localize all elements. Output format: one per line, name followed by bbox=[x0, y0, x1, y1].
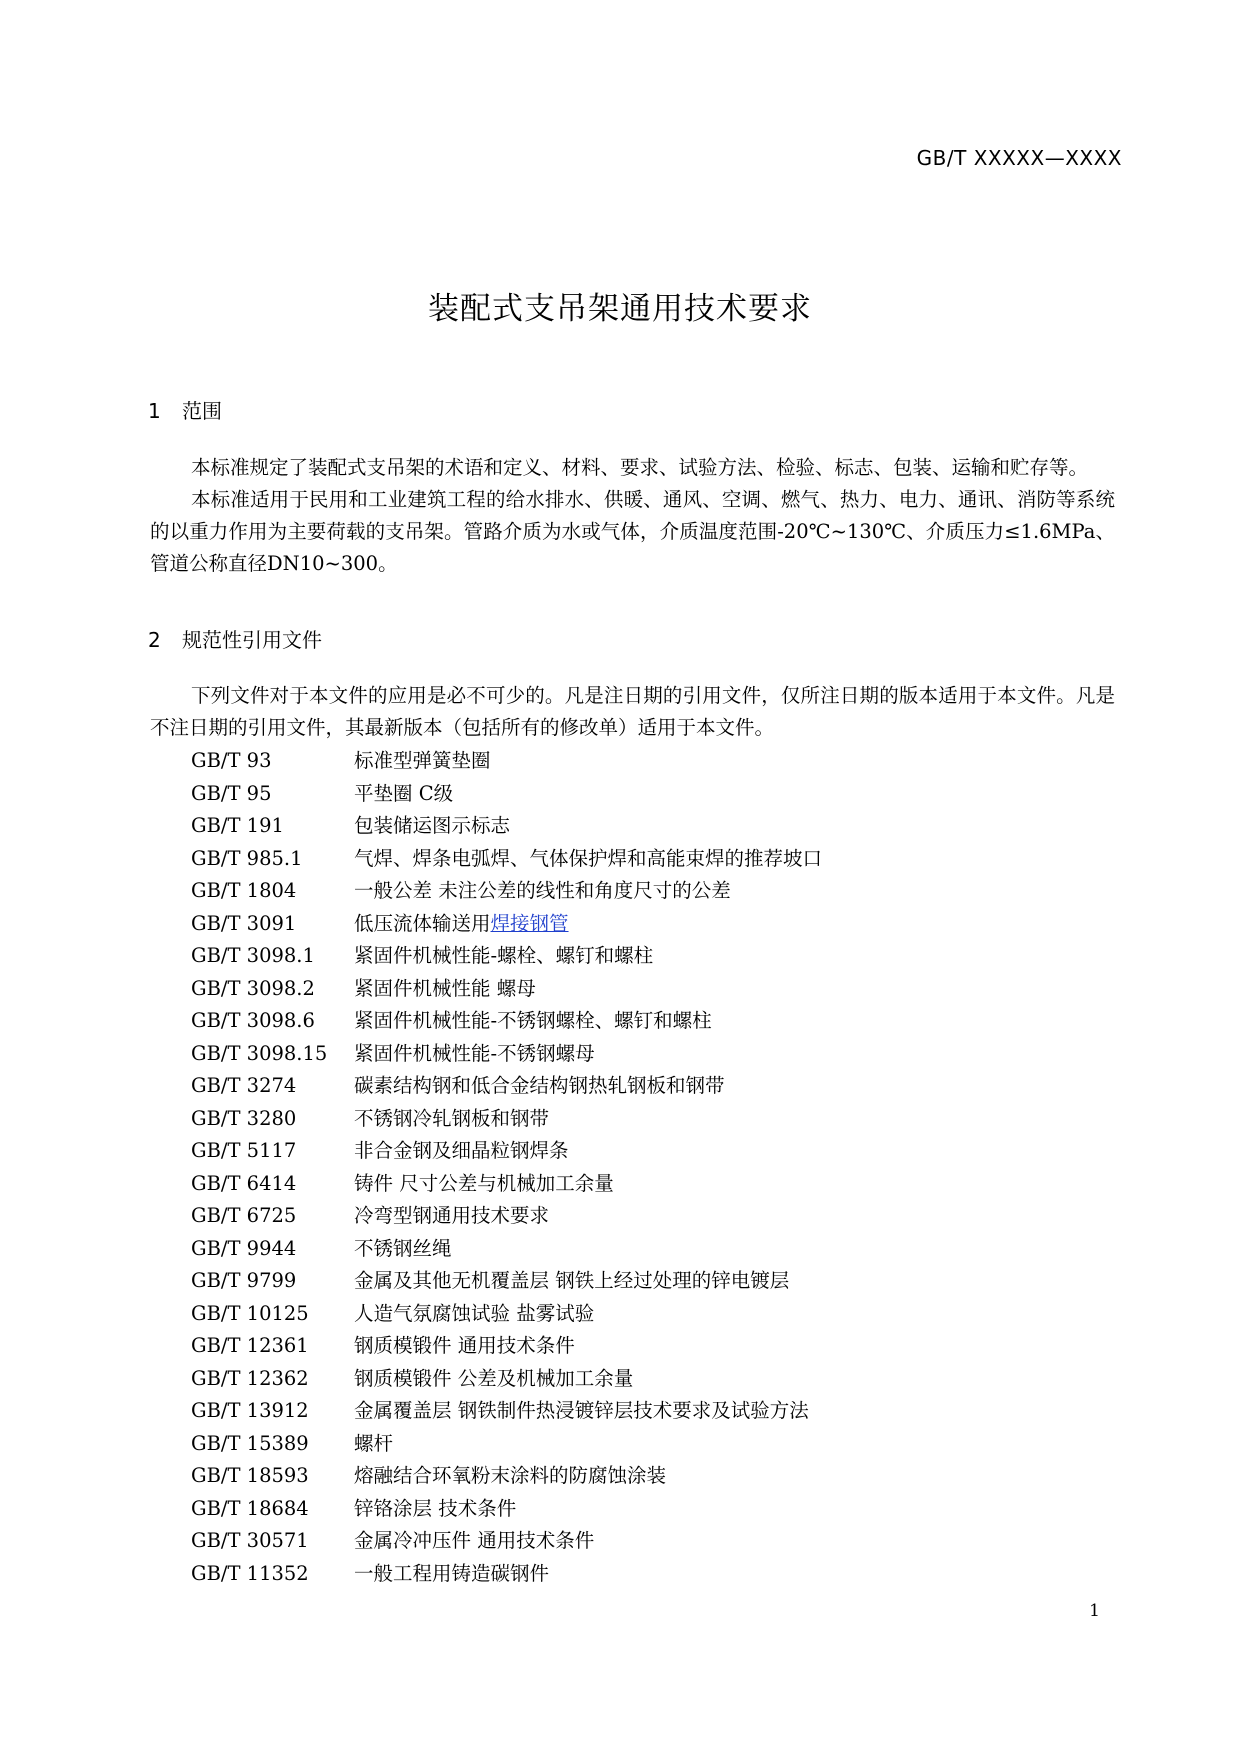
page-number: 1 bbox=[1089, 1601, 1100, 1621]
reference-name: 锌铬涂层 技术条件 bbox=[354, 1496, 517, 1520]
reference-row bbox=[191, 1168, 1091, 1201]
reference-row bbox=[191, 973, 1091, 1006]
reference-row bbox=[191, 1200, 1091, 1233]
reference-row bbox=[191, 1103, 1091, 1136]
reference-row bbox=[191, 778, 1091, 811]
reference-name: 人造气氛腐蚀试验 盐雾试验 bbox=[354, 1301, 595, 1325]
reference-name: 非合金钢及细晶粒钢焊条 bbox=[354, 1139, 569, 1162]
reference-row bbox=[191, 1265, 1091, 1298]
reference-name: 紧固件机械性能-不锈钢螺母 bbox=[354, 1041, 595, 1065]
reference-hyperlink[interactable]: 焊接钢管 bbox=[490, 911, 569, 935]
reference-row bbox=[191, 940, 1091, 973]
reference-code: GB/T 13912 bbox=[191, 1399, 309, 1422]
reference-name: 不锈钢冷轧钢板和钢带 bbox=[354, 1106, 550, 1130]
reference-name-text: 低压流体输送用 bbox=[354, 911, 491, 935]
section-title: 范围 bbox=[182, 399, 222, 423]
reference-row bbox=[191, 1135, 1091, 1168]
scope-paragraph: 本标准适用于民用和工业建筑工程的给水排水、供暖、通风、空调、燃气、热力、电力、通讯、消防等系统的以重力作用为主要荷载的支吊架。管路介质为水或气体，介质温度范围-20℃~130℃、介质压力≤1.6MPa、管道公称直径DN10~300。 bbox=[150, 488, 1115, 575]
reference-name: 金属及其他无机覆盖层 钢铁上经过处理的锌电镀层 bbox=[354, 1269, 790, 1292]
reference-name: 一般公差 未注公差的线性和角度尺寸的公差 bbox=[354, 879, 731, 902]
reference-name: 平垫圈 C级 bbox=[354, 781, 454, 805]
section-number: 2 bbox=[148, 628, 161, 652]
reference-list bbox=[191, 745, 1091, 1590]
reference-code: GB/T 12361 bbox=[191, 1334, 309, 1357]
reference-row bbox=[191, 1460, 1091, 1493]
section-heading-scope bbox=[148, 395, 222, 424]
reference-code: GB/T 3098.2 bbox=[191, 976, 315, 1000]
reference-row bbox=[191, 1070, 1091, 1103]
reference-name: 熔融结合环氧粉末涂料的防腐蚀涂装 bbox=[354, 1464, 667, 1487]
normative-intro bbox=[150, 680, 1115, 744]
reference-name: 铸件 尺寸公差与机械加工余量 bbox=[354, 1171, 614, 1195]
reference-row bbox=[191, 1363, 1091, 1396]
reference-row bbox=[191, 875, 1091, 908]
document-title: 装配式支吊架通用技术要求 bbox=[428, 291, 812, 327]
reference-code: GB/T 9944 bbox=[191, 1236, 297, 1260]
reference-code: GB/T 9799 bbox=[191, 1269, 297, 1292]
reference-code: GB/T 10125 bbox=[191, 1301, 309, 1325]
reference-name: 金属冷冲压件 通用技术条件 bbox=[354, 1529, 595, 1552]
reference-name: 钢质模锻件 公差及机械加工余量 bbox=[354, 1366, 634, 1390]
reference-code: GB/T 3280 bbox=[191, 1106, 297, 1130]
reference-row bbox=[191, 1558, 1091, 1591]
reference-name: 不锈钢丝绳 bbox=[354, 1236, 452, 1260]
reference-code: GB/T 18684 bbox=[191, 1496, 309, 1520]
scope-body bbox=[150, 452, 1115, 580]
reference-row bbox=[191, 745, 1091, 778]
reference-code: GB/T 5117 bbox=[191, 1139, 297, 1162]
reference-name: 钢质模锻件 通用技术条件 bbox=[354, 1334, 575, 1357]
reference-code: GB/T 191 bbox=[191, 814, 284, 837]
reference-code: GB/T 15389 bbox=[191, 1431, 309, 1455]
reference-name: 螺杆 bbox=[354, 1431, 394, 1455]
reference-row bbox=[191, 843, 1091, 876]
reference-row bbox=[191, 1395, 1091, 1428]
reference-code: GB/T 11352 bbox=[191, 1561, 309, 1585]
reference-name: 碳素结构钢和低合金结构钢热轧钢板和钢带 bbox=[354, 1074, 725, 1097]
reference-code: GB/T 1804 bbox=[191, 879, 297, 902]
reference-code: GB/T 6725 bbox=[191, 1204, 297, 1227]
reference-name: 金属覆盖层 钢铁制件热浸镀锌层技术要求及试验方法 bbox=[354, 1399, 809, 1422]
reference-row bbox=[191, 1493, 1091, 1526]
reference-name: 冷弯型钢通用技术要求 bbox=[354, 1204, 550, 1227]
reference-name: 气焊、焊条电弧焊、气体保护焊和高能束焊的推荐坡口 bbox=[354, 846, 823, 870]
section-heading-normative-references bbox=[148, 624, 322, 653]
reference-code: GB/T 985.1 bbox=[191, 846, 303, 870]
reference-name: 紧固件机械性能 螺母 bbox=[354, 976, 536, 1000]
reference-row bbox=[191, 1233, 1091, 1266]
reference-row bbox=[191, 1330, 1091, 1363]
reference-code: GB/T 93 bbox=[191, 749, 272, 772]
reference-code: GB/T 12362 bbox=[191, 1366, 309, 1390]
reference-code: GB/T 95 bbox=[191, 781, 272, 805]
reference-code: GB/T 3098.6 bbox=[191, 1009, 315, 1032]
reference-code: GB/T 18593 bbox=[191, 1464, 309, 1487]
section-number: 1 bbox=[148, 399, 161, 423]
reference-name: 紧固件机械性能-螺栓、螺钉和螺柱 bbox=[354, 944, 654, 967]
reference-code: GB/T 6414 bbox=[191, 1171, 297, 1195]
standard-code-header: GB/T XXXXX—XXXX bbox=[916, 146, 1122, 170]
reference-row bbox=[191, 1005, 1091, 1038]
scope-paragraph: 本标准规定了装配式支吊架的术语和定义、材料、要求、试验方法、检验、标志、包装、运输和贮存等。 bbox=[191, 456, 1089, 479]
reference-row bbox=[191, 1428, 1091, 1461]
normative-intro-paragraph: 下列文件对于本文件的应用是必不可少的。凡是注日期的引用文件，仅所注日期的版本适用于本文件。凡是不注日期的引用文件，其最新版本（包括所有的修改单）适用于本文件。 bbox=[150, 684, 1115, 739]
reference-row bbox=[191, 810, 1091, 843]
reference-name: 一般工程用铸造碳钢件 bbox=[354, 1561, 550, 1585]
reference-code: GB/T 3098.15 bbox=[191, 1041, 328, 1065]
reference-row bbox=[191, 1298, 1091, 1331]
reference-code: GB/T 30571 bbox=[191, 1529, 309, 1552]
reference-row bbox=[191, 908, 1091, 941]
reference-row bbox=[191, 1525, 1091, 1558]
reference-code: GB/T 3274 bbox=[191, 1074, 297, 1097]
reference-name: 包装储运图示标志 bbox=[354, 814, 511, 837]
reference-row bbox=[191, 1038, 1091, 1071]
reference-code: GB/T 3098.1 bbox=[191, 944, 315, 967]
reference-name: 紧固件机械性能-不锈钢螺栓、螺钉和螺柱 bbox=[354, 1009, 712, 1032]
section-title: 规范性引用文件 bbox=[182, 628, 322, 652]
reference-name: 标准型弹簧垫圈 bbox=[354, 749, 491, 772]
reference-code: GB/T 3091 bbox=[191, 911, 297, 935]
reference-name bbox=[354, 912, 569, 935]
